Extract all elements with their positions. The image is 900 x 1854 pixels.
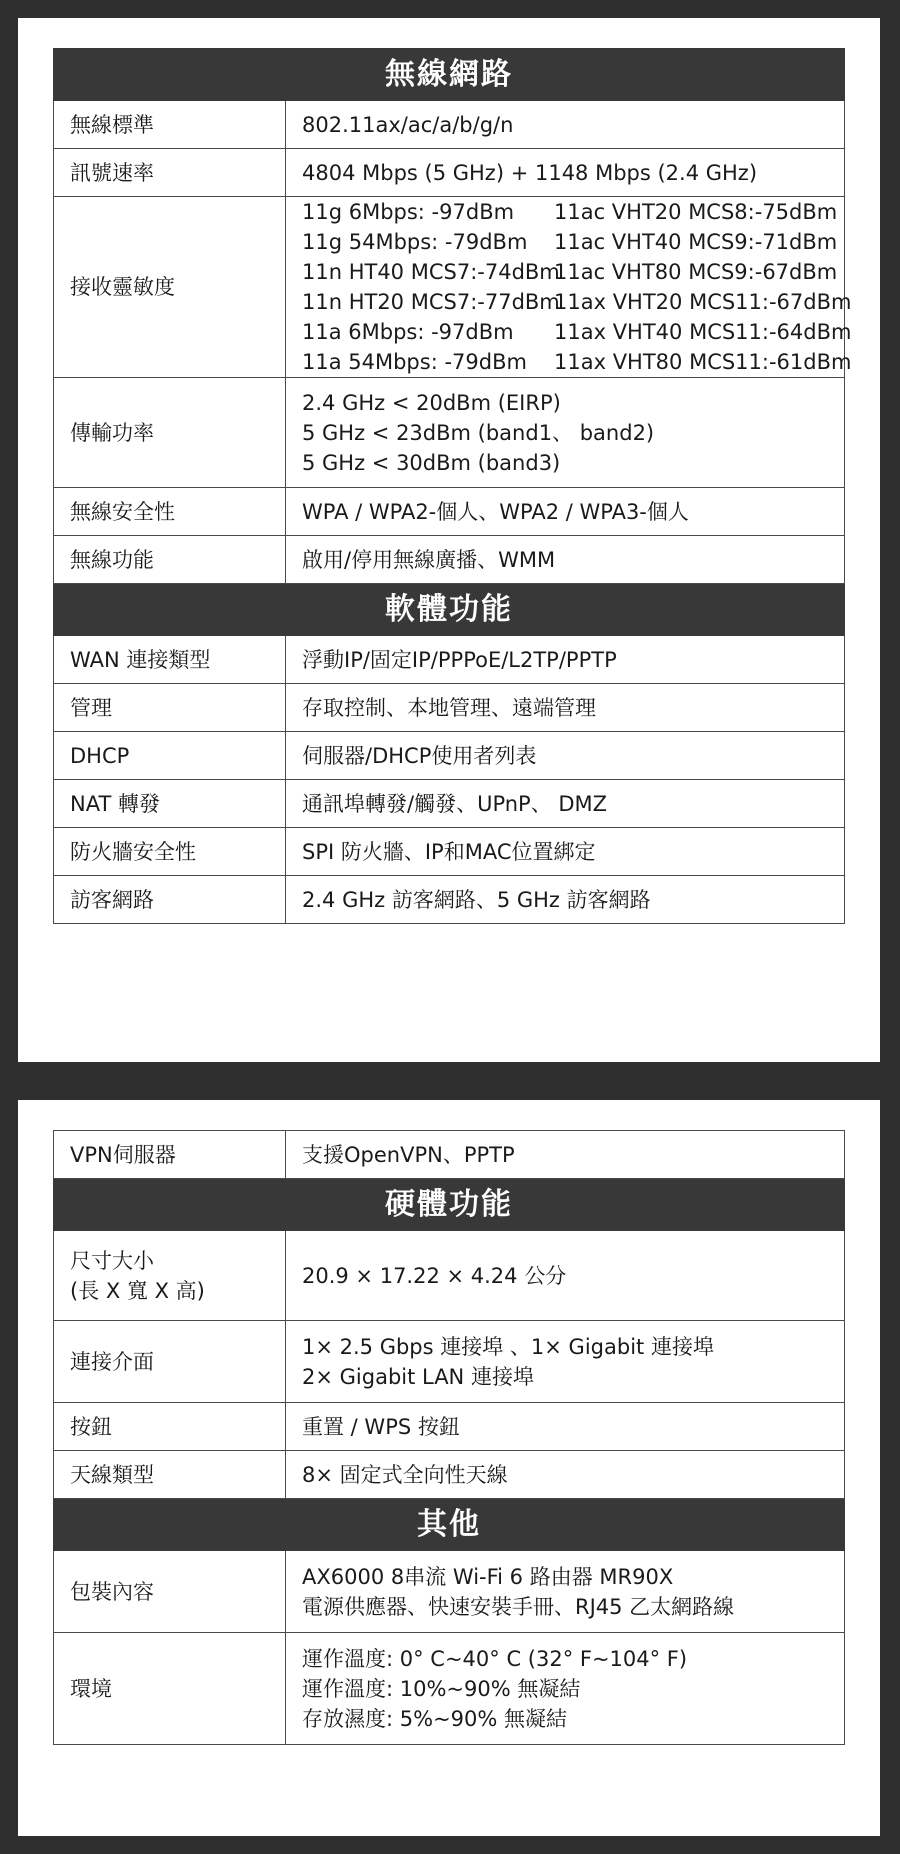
spec-panel-top bbox=[18, 18, 880, 1062]
spec-label: 連接介面 bbox=[54, 1321, 286, 1403]
spec-row-package bbox=[54, 1551, 845, 1633]
spec-label: 訊號速率 bbox=[54, 149, 286, 197]
spec-row-nat bbox=[54, 780, 845, 828]
spec-value bbox=[286, 1551, 845, 1633]
section-title: 硬體功能 bbox=[54, 1179, 845, 1231]
power-line: 5 GHz < 23dBm (band1、 band2) bbox=[302, 420, 655, 445]
spec-row-security bbox=[54, 488, 845, 536]
section-header-software bbox=[54, 584, 845, 636]
spec-label: WAN 連接類型 bbox=[54, 636, 286, 684]
size-label-line: 尺寸大小 bbox=[70, 1248, 154, 1273]
spec-label: 環境 bbox=[54, 1633, 286, 1745]
spec-value bbox=[286, 197, 852, 378]
spec-value: 支援OpenVPN、PPTP bbox=[286, 1131, 845, 1179]
sensitivity-line: 11ac VHT80 MCS9:-67dBm bbox=[554, 260, 838, 284]
spec-row-antenna bbox=[54, 1451, 845, 1499]
sensitivity-line: 11ax VHT40 MCS11:-64dBm bbox=[554, 320, 852, 344]
spec-value: 4804 Mbps (5 GHz) + 1148 Mbps (2.4 GHz) bbox=[286, 149, 845, 197]
spec-value: 重置 / WPS 按鈕 bbox=[286, 1403, 845, 1451]
spec-row-size bbox=[54, 1231, 845, 1321]
spec-row-management bbox=[54, 684, 845, 732]
sensitivity-line: 11a 54Mbps: -79dBm bbox=[302, 350, 527, 374]
section-title: 其他 bbox=[54, 1499, 845, 1551]
sensitivity-line: 11a 6Mbps: -97dBm bbox=[302, 320, 514, 344]
spec-label: 無線標準 bbox=[54, 101, 286, 149]
spec-value: 通訊埠轉發/觸發、UPnP、 DMZ bbox=[286, 780, 845, 828]
spec-value: 802.11ax/ac/a/b/g/n bbox=[286, 101, 845, 149]
spec-label: 無線安全性 bbox=[54, 488, 286, 536]
spec-value bbox=[286, 1321, 845, 1403]
interface-line: 2× Gigabit LAN 連接埠 bbox=[302, 1364, 534, 1389]
environment-line: 運作溫度: 0° C~40° C (32° F~104° F) bbox=[302, 1646, 688, 1671]
sensitivity-line: 11n HT20 MCS7:-77dBm bbox=[302, 290, 560, 314]
sensitivity-line: 11ac VHT40 MCS9:-71dBm bbox=[554, 230, 838, 254]
spec-label: 接收靈敏度 bbox=[54, 197, 286, 378]
spec-row-environment bbox=[54, 1633, 845, 1745]
spec-table-bottom bbox=[53, 1130, 845, 1745]
interface-line: 1× 2.5 Gbps 連接埠 、1× Gigabit 連接埠 bbox=[302, 1334, 714, 1359]
package-line: 電源供應器、快速安裝手冊、RJ45 乙太網路線 bbox=[302, 1594, 735, 1619]
sensitivity-line: 11n HT40 MCS7:-74dBm bbox=[302, 260, 560, 284]
spec-label: 按鈕 bbox=[54, 1403, 286, 1451]
spec-row-buttons bbox=[54, 1403, 845, 1451]
spec-value: 8× 固定式全向性天線 bbox=[286, 1451, 845, 1499]
spec-value: 伺服器/DHCP使用者列表 bbox=[286, 732, 845, 780]
sensitivity-grid bbox=[302, 197, 852, 377]
package-line: AX6000 8串流 Wi-Fi 6 路由器 MR90X bbox=[302, 1564, 674, 1589]
spec-row-guest bbox=[54, 876, 845, 924]
spec-value: 啟用/停用無線廣播、WMM bbox=[286, 536, 845, 584]
section-header-wireless bbox=[54, 49, 845, 101]
spec-value: SPI 防火牆、IP和MAC位置綁定 bbox=[286, 828, 845, 876]
sensitivity-line: 11ax VHT20 MCS11:-67dBm bbox=[554, 290, 852, 314]
spec-row-power bbox=[54, 378, 845, 488]
sensitivity-line: 11g 54Mbps: -79dBm bbox=[302, 230, 528, 254]
spec-table-top bbox=[53, 48, 852, 924]
sensitivity-column-right bbox=[554, 197, 851, 377]
spec-value: 浮動IP/固定IP/PPPoE/L2TP/PPTP bbox=[286, 636, 845, 684]
spec-label: 防火牆安全性 bbox=[54, 828, 286, 876]
spec-row-vpn bbox=[54, 1131, 845, 1179]
spec-row-dhcp bbox=[54, 732, 845, 780]
spec-row-sensitivity bbox=[54, 197, 845, 378]
section-title: 無線網路 bbox=[54, 49, 845, 101]
section-header-other bbox=[54, 1499, 845, 1551]
spec-label: 傳輸功率 bbox=[54, 378, 286, 488]
spec-panel-bottom bbox=[18, 1100, 880, 1836]
spec-value: WPA / WPA2-個人、WPA2 / WPA3-個人 bbox=[286, 488, 845, 536]
sensitivity-line: 11ax VHT80 MCS11:-61dBm bbox=[554, 350, 852, 374]
spec-label: 無線功能 bbox=[54, 536, 286, 584]
spec-label: NAT 轉發 bbox=[54, 780, 286, 828]
section-header-hardware bbox=[54, 1179, 845, 1231]
spec-value bbox=[286, 1633, 845, 1745]
spec-row-functions bbox=[54, 536, 845, 584]
spec-row-firewall bbox=[54, 828, 845, 876]
spec-label: 天線類型 bbox=[54, 1451, 286, 1499]
spec-row-wan bbox=[54, 636, 845, 684]
sensitivity-line: 11g 6Mbps: -97dBm bbox=[302, 200, 515, 224]
spec-value: 20.9 × 17.22 × 4.24 公分 bbox=[286, 1231, 845, 1321]
spec-label: 包裝內容 bbox=[54, 1551, 286, 1633]
environment-line: 運作溫度: 10%~90% 無凝結 bbox=[302, 1676, 581, 1701]
power-line: 2.4 GHz < 20dBm (EIRP) bbox=[302, 390, 561, 415]
spec-label: 訪客網路 bbox=[54, 876, 286, 924]
spec-label: 管理 bbox=[54, 684, 286, 732]
spec-row-standard bbox=[54, 101, 845, 149]
spec-label: VPN伺服器 bbox=[54, 1131, 286, 1179]
spec-value: 存取控制、本地管理、遠端管理 bbox=[286, 684, 845, 732]
spec-label: DHCP bbox=[54, 732, 286, 780]
size-label-line: (長 X 寬 X 高) bbox=[70, 1278, 205, 1303]
power-line: 5 GHz < 30dBm (band3) bbox=[302, 450, 561, 475]
spec-row-interface bbox=[54, 1321, 845, 1403]
spec-label bbox=[54, 1231, 286, 1321]
spec-value bbox=[286, 378, 845, 488]
sensitivity-line: 11ac VHT20 MCS8:-75dBm bbox=[554, 200, 838, 224]
section-title: 軟體功能 bbox=[54, 584, 845, 636]
environment-line: 存放濕度: 5%~90% 無凝結 bbox=[302, 1706, 568, 1731]
sensitivity-column-left bbox=[302, 197, 560, 377]
spec-row-speed bbox=[54, 149, 845, 197]
spec-value: 2.4 GHz 訪客網路、5 GHz 訪客網路 bbox=[286, 876, 845, 924]
